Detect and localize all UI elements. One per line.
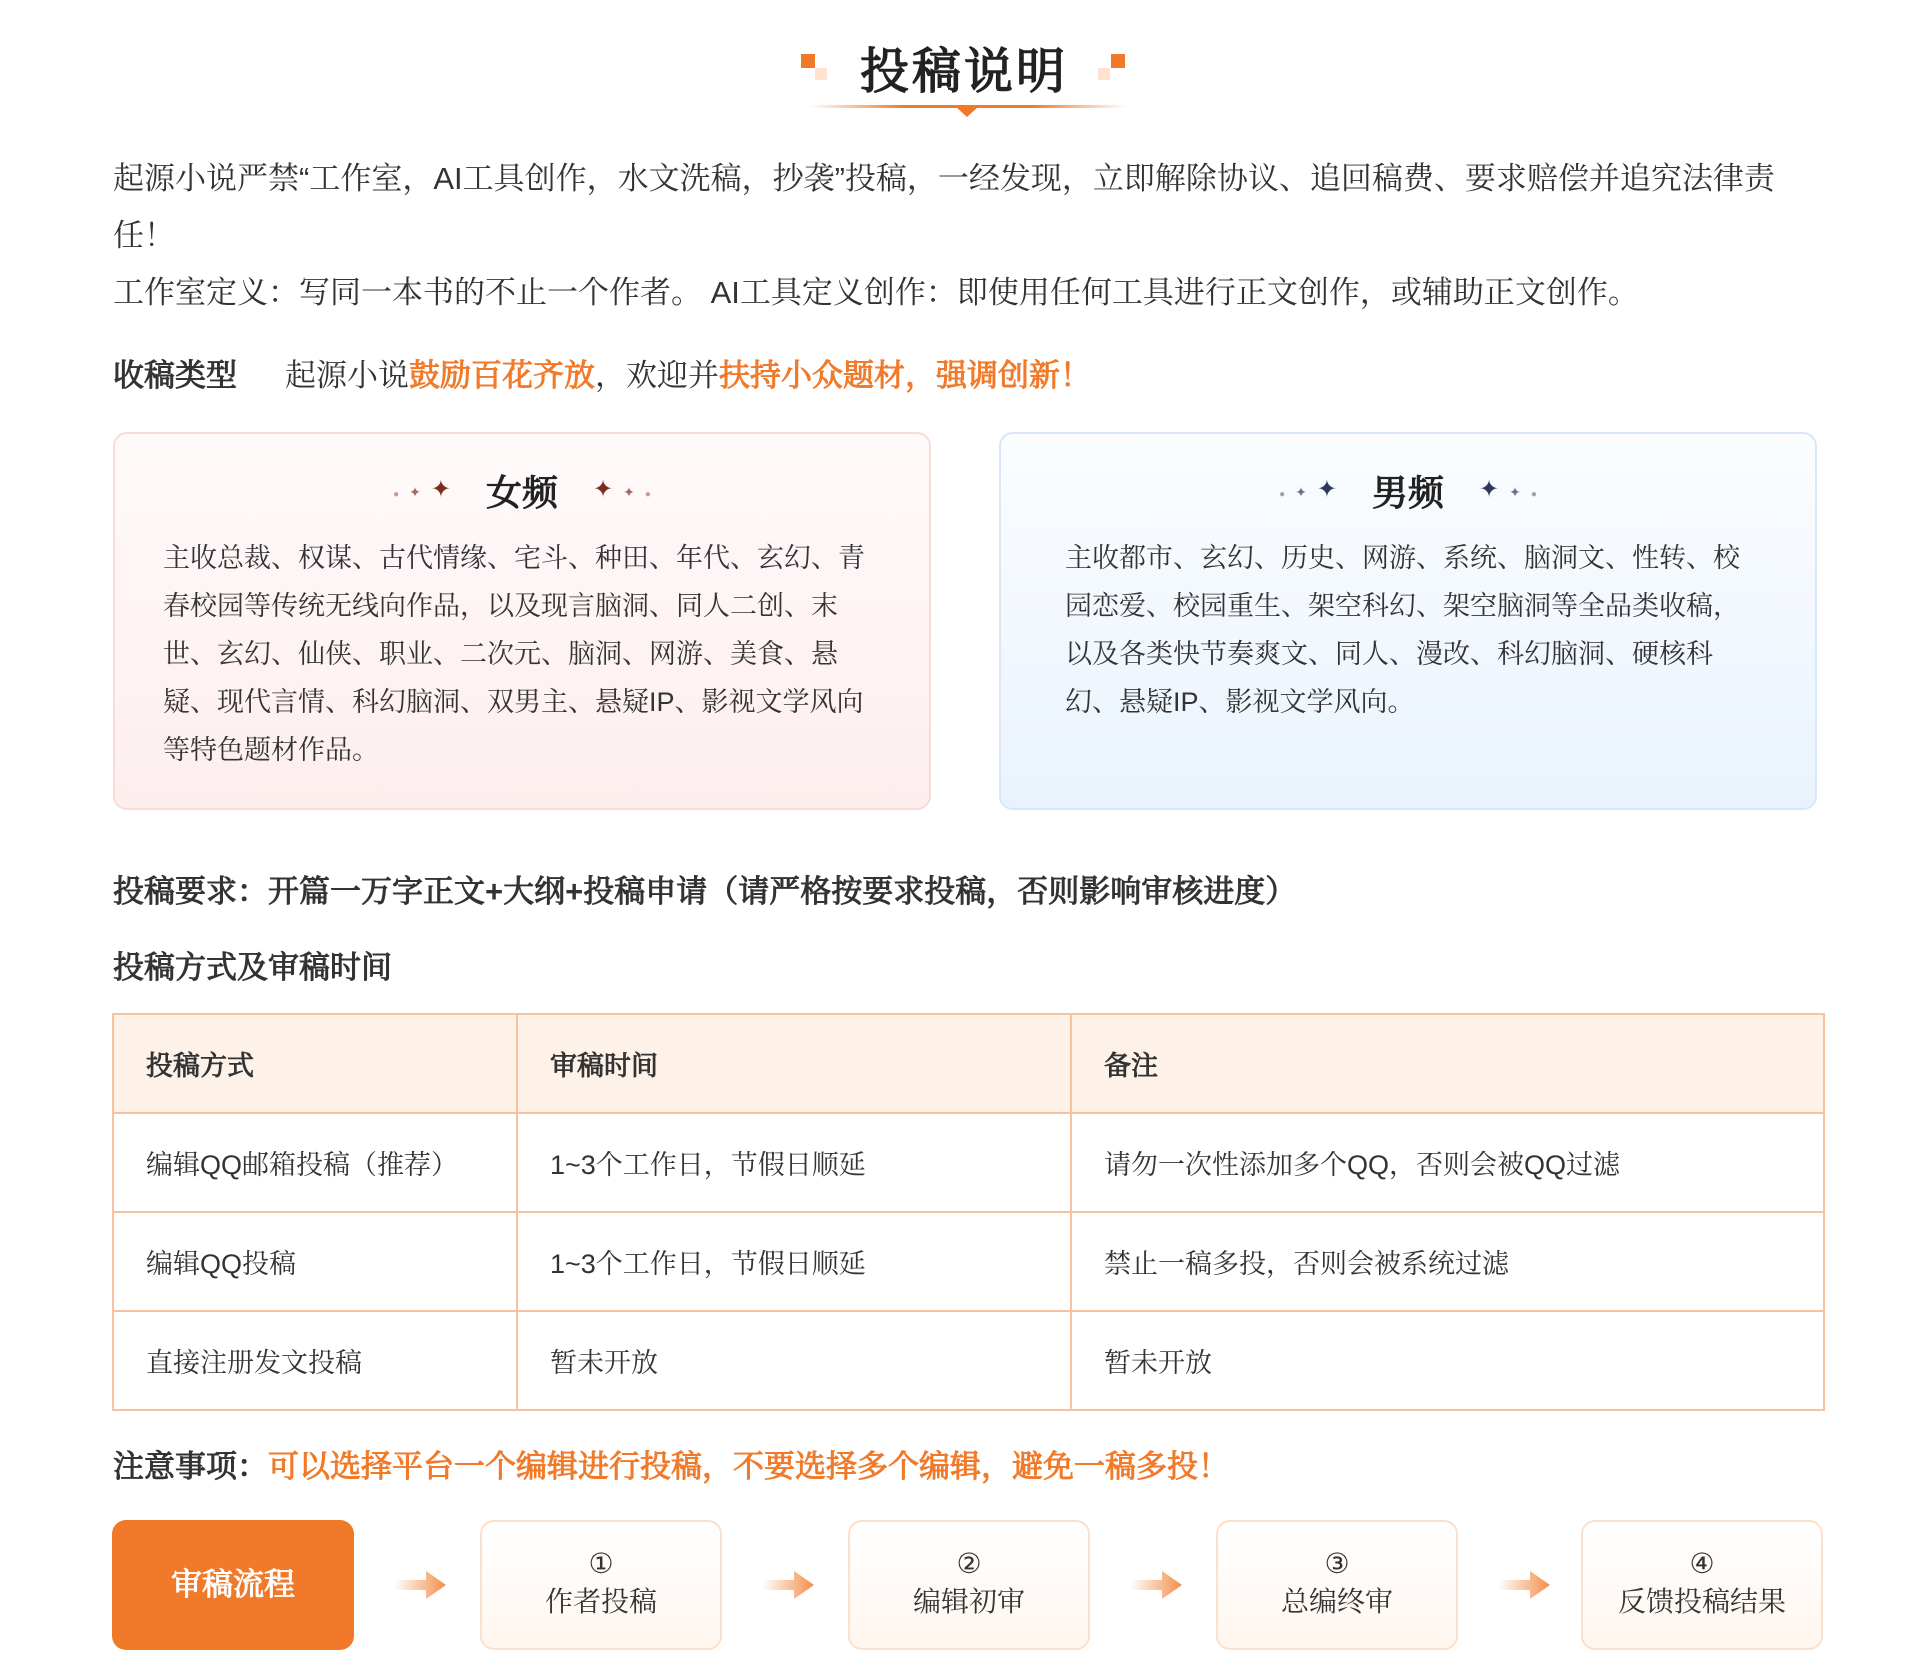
notice	[113, 1443, 1229, 1491]
table-row	[113, 1212, 1824, 1311]
accept-text: ，欢迎并	[595, 358, 719, 393]
accept-text: 起源小说	[285, 358, 409, 393]
table-cell: 1~3个工作日，节假日顺延	[517, 1212, 1071, 1311]
sparkle-icon: ● ✦ ✦	[393, 476, 451, 503]
page-title: 投稿说明	[859, 45, 1068, 99]
step-number: ③	[1324, 1548, 1350, 1579]
notice-text: 可以选择平台一个编辑进行投稿，不要选择多个编辑，避免一稿多投！	[268, 1449, 1229, 1484]
step-label: 反馈投稿结果	[1617, 1586, 1786, 1617]
accept-highlight: 扶持小众题材，强调创新！	[719, 358, 1091, 393]
card-body: 主收都市、玄幻、历史、网游、系统、脑洞文、性转、校园恋爱、校园重生、架空科幻、架空脑洞等全品类收稿，以及各类快节奏爽文、同人、漫改、科幻脑洞、硬核科幻、悬疑IP、影视文学风向。	[1065, 543, 1740, 717]
square-deco-icon	[1098, 68, 1110, 80]
right-arrow-icon	[1496, 1568, 1552, 1602]
step-number: ②	[956, 1548, 982, 1579]
intro	[113, 150, 1823, 321]
column-header: 审稿时间	[517, 1014, 1071, 1113]
column-header: 投稿方式	[113, 1014, 517, 1113]
female-card	[113, 432, 931, 810]
card-title: 男频	[1371, 471, 1444, 513]
step-label: 作者投稿	[544, 1586, 657, 1617]
review-flow-label: 审稿流程	[112, 1520, 354, 1650]
intro-warning: 起源小说严禁“工作室，AI工具创作，水文洗稿，抄袭”投稿，一经发现，立即解除协议、追回稿费、要求赔偿并追究法律责任！	[113, 161, 1775, 253]
table-cell: 编辑QQ投稿	[113, 1212, 517, 1311]
card-body: 主收总裁、权谋、古代情缘、宅斗、种田、年代、玄幻、青春校园等传统无线向作品，以及现言脑洞、同人二创、末世、玄幻、仙侠、职业、二次元、脑洞、网游、美食、悬疑、现代言情、科幻脑洞、双男主、悬疑IP、影视文学风向等特色题材作品。	[163, 543, 865, 765]
accept-type	[113, 352, 1091, 400]
notice-label: 注意事项：	[113, 1449, 268, 1484]
section-title	[0, 40, 1928, 130]
flow-step	[480, 1520, 722, 1650]
table-cell: 暂未开放	[1071, 1311, 1824, 1410]
submission-requirements: 投稿要求：开篇一万字正文+大纲+投稿申请（请严格按要求投稿，否则影响审核进度）	[113, 874, 1297, 909]
table-cell: 编辑QQ邮箱投稿（推荐）	[113, 1113, 517, 1212]
flow-step	[1216, 1520, 1458, 1650]
table-cell: 禁止一稿多投，否则会被系统过滤	[1071, 1212, 1824, 1311]
sparkle-icon: ● ✦ ✦	[1279, 476, 1337, 503]
table-cell: 请勿一次性添加多个QQ，否则会被QQ过滤	[1071, 1113, 1824, 1212]
flow-step	[848, 1520, 1090, 1650]
male-card	[999, 432, 1817, 810]
table-cell: 1~3个工作日，节假日顺延	[517, 1113, 1071, 1212]
table-cell: 直接注册发文投稿	[113, 1311, 517, 1410]
table-header-row	[113, 1014, 1824, 1113]
flow-step	[1581, 1520, 1823, 1650]
column-header: 备注	[1071, 1014, 1824, 1113]
card-header	[1001, 462, 1815, 518]
sparkle-icon: ✦ ✦ ●	[1479, 476, 1537, 503]
intro-definition: 工作室定义：写同一本书的不止一个作者。 AI工具定义创作：即使用任何工具进行正文创作，或辅助正文创作。	[113, 275, 1639, 310]
table-row	[113, 1311, 1824, 1410]
right-arrow-icon	[1128, 1568, 1184, 1602]
card-title: 女频	[485, 471, 558, 513]
accept-highlight: 鼓励百花齐放	[409, 358, 595, 393]
methods-table	[112, 1013, 1825, 1411]
square-deco-icon	[1111, 54, 1125, 68]
methods-title: 投稿方式及审稿时间	[113, 950, 392, 985]
table-cell: 暂未开放	[517, 1311, 1071, 1410]
step-number: ④	[1689, 1548, 1715, 1579]
right-arrow-icon	[392, 1568, 448, 1602]
accept-label: 收稿类型	[113, 358, 237, 393]
step-number: ①	[588, 1548, 614, 1579]
right-arrow-icon	[760, 1568, 816, 1602]
step-label: 总编终审	[1280, 1586, 1393, 1617]
card-header	[115, 462, 929, 518]
table-row	[113, 1113, 1824, 1212]
step-label: 编辑初审	[912, 1586, 1025, 1617]
sparkle-icon: ✦ ✦ ●	[593, 476, 651, 503]
caret-down-icon	[956, 107, 978, 117]
